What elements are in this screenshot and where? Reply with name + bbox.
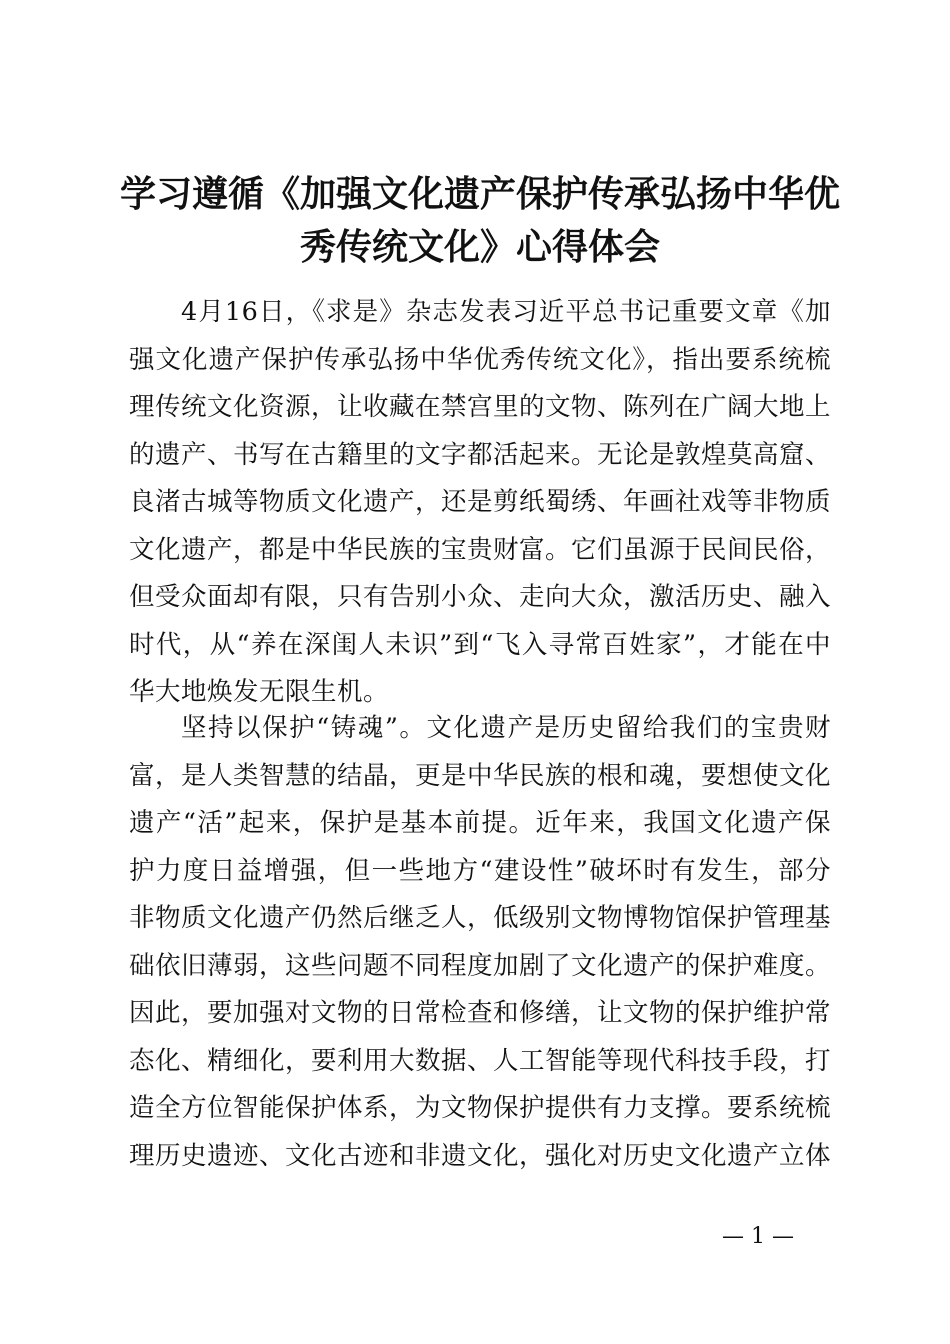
body-paragraph: 坚持以保护“铸魂”。文化遗产是历史留给我们的宝贵财富，是人类智慧的结晶，更是中华民族的根和魂，要想使文化遗产“活”起来，保护是基本前提。近年来，我国文化遗产保护力度日益增强，但一些地方“建设性”破坏时有发生，部分非物质文化遗产仍然后继乏人，低级别文物博物馆保护管理基础依旧薄弱，这些问题不同程度加剧了文化遗产的保护难度。因此，要加强对文物的日常检查和修缮，让文物的保护维护常态化、精细化，要利用大数据、人工智能等现代科技手段，打造全方位智能保护体系，为文物保护提供有力支撑。要系统梳理历史遗迹、文化古迹和非遗文化，强化对历史文化遗产立体: [129, 713, 832, 1171]
document-title-line-2: 秀传统文化》心得体会: [299, 227, 660, 268]
page-number: — 1 —: [722, 1224, 794, 1249]
body-paragraph-2-block: [129, 705, 831, 1180]
body-paragraph-1-block: [129, 289, 831, 717]
document-title-line-1: 学习遵循《加强文化遗产保护传承弘扬中华优: [119, 174, 840, 215]
body-paragraph: 4月16日，《求是》杂志发表习近平总书记重要文章《加强文化遗产保护传承弘扬中华优秀传统文化》，指出要系统梳理传统文化资源，让收藏在禁宫里的文物、陈列在广阔大地上的遗产、书写在古籍里的文字都活起来。无论是敦煌莫高窟、良渚古城等物质文化遗产，还是剪纸蜀绣、年画社戏等非物质文化遗产，都是中华民族的宝贵财富。它们虽源于民间民俗，但受众面却有限，只有告别小众、走向大众，激活历史、融入时代，从“养在深闺人未识”到“飞入寻常百姓家”，才能在中华大地焕发无限生机。: [129, 297, 832, 707]
